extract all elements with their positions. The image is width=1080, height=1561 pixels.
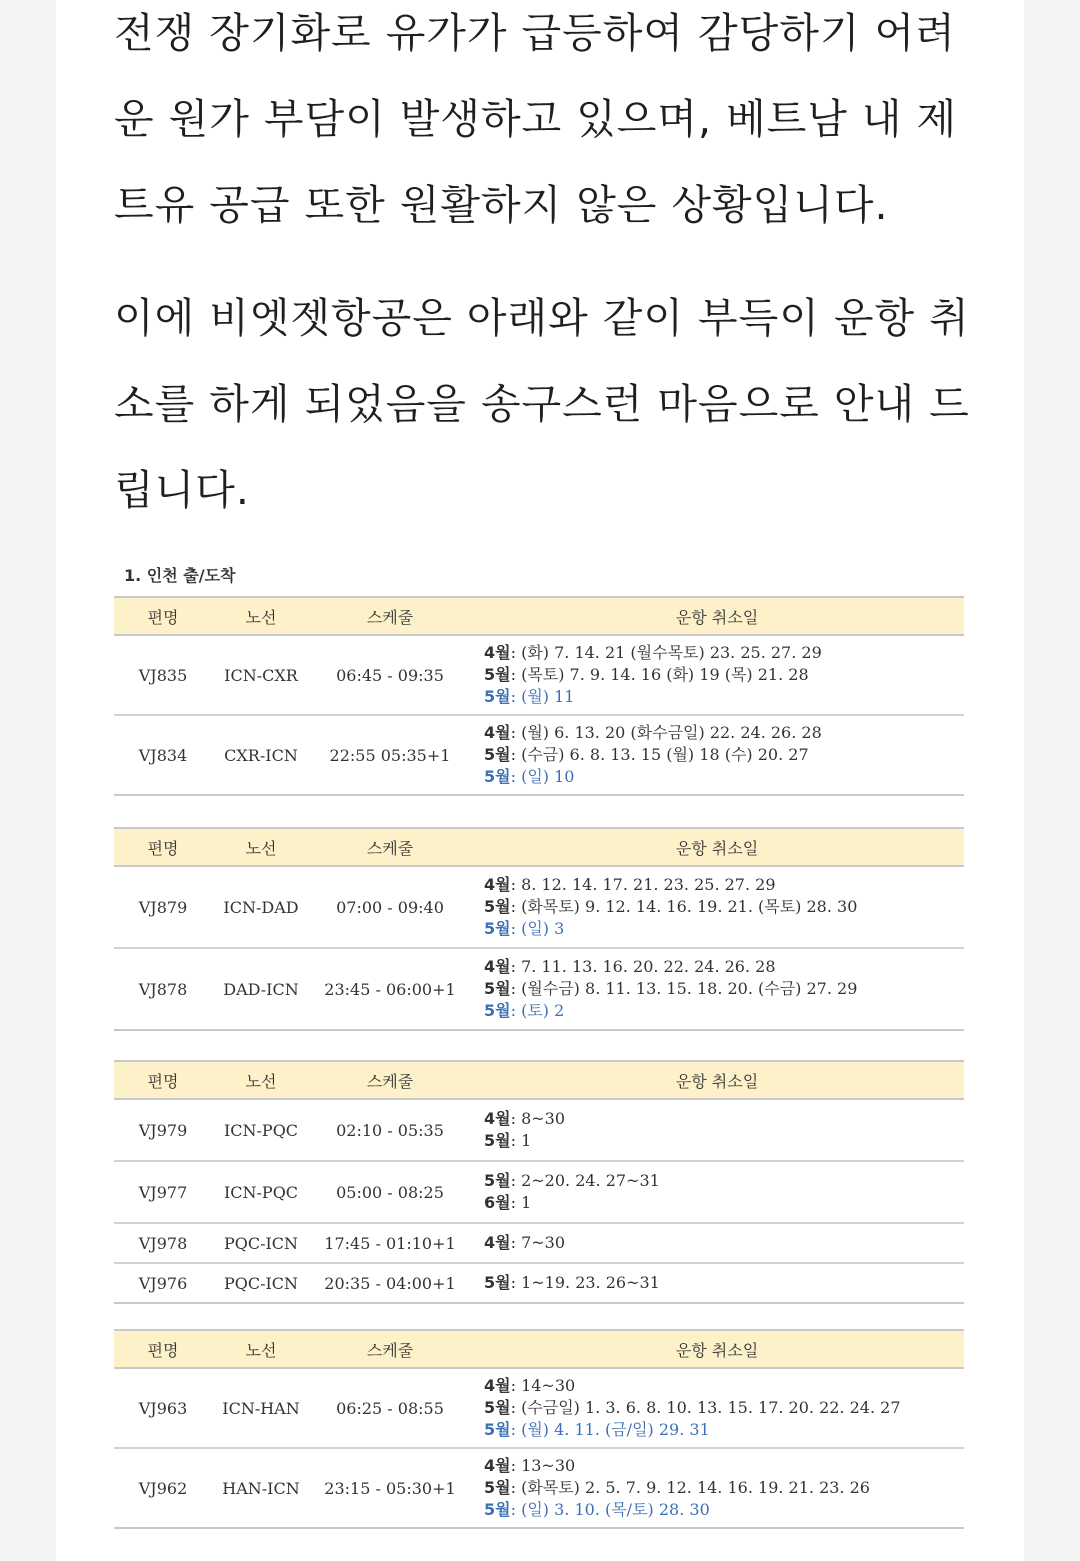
- cancel-dates: [470, 642, 964, 708]
- table-row: [114, 1369, 964, 1449]
- month-label: 5월: [484, 1398, 511, 1417]
- schedule-time: 06:45 - 09:35: [336, 665, 444, 685]
- header-route: 노선: [245, 838, 277, 858]
- cancel-dates: [470, 1375, 964, 1441]
- table-header: [114, 1331, 964, 1369]
- date-list: : (토) 2: [510, 1001, 565, 1020]
- cancel-date-line: [484, 956, 964, 978]
- cancel-date-line: [484, 1000, 964, 1022]
- date-list: : 7. 11. 13. 16. 20. 22. 24. 26. 28: [510, 957, 776, 976]
- date-list: : (화) 7. 14. 21 (월수목토) 23. 25. 27. 29: [510, 643, 822, 662]
- cancel-date-line: [484, 1232, 964, 1254]
- schedule-time: 23:45 - 06:00+1: [324, 979, 456, 999]
- date-list: : (일) 3: [510, 919, 565, 938]
- route-code: ICN-CXR: [224, 665, 298, 685]
- month-label: 5월: [484, 1500, 511, 1519]
- flight-number: VJ978: [138, 1233, 188, 1253]
- date-list: : 1: [510, 1193, 532, 1212]
- month-label: 4월: [484, 1456, 511, 1475]
- cancel-date-line: [484, 766, 964, 788]
- cancel-date-line: [484, 1130, 964, 1152]
- table-row: [114, 1449, 964, 1527]
- date-list: : (수금) 6. 8. 13. 15 (월) 18 (수) 20. 27: [510, 745, 809, 764]
- header-cancel-dates: 운항 취소일: [675, 1340, 759, 1360]
- schedule-time: 06:25 - 08:55: [336, 1398, 444, 1418]
- month-label: 5월: [484, 1478, 511, 1497]
- header-schedule: 스케줄: [366, 1071, 414, 1091]
- month-label: 4월: [484, 1233, 511, 1252]
- notice-paragraph-2: 이에 비엣젯항공은 아래와 같이 부득이 운항 취소를 하게 되었음을 송구스런 마음으로 안내 드립니다.: [114, 294, 970, 514]
- flight-number: VJ834: [138, 745, 188, 765]
- header-flight: 편명: [147, 1340, 179, 1360]
- table-row: [114, 1224, 964, 1264]
- month-label: 5월: [484, 1171, 511, 1190]
- cancel-date-line: [484, 1397, 964, 1419]
- header-schedule: 스케줄: [366, 607, 414, 627]
- route-code: ICN-DAD: [223, 897, 299, 917]
- date-list: : (수금일) 1. 3. 6. 8. 10. 13. 15. 17. 20. 22. 24. 27: [510, 1398, 901, 1417]
- flight-number: VJ878: [138, 979, 188, 999]
- month-label: 5월: [484, 1001, 511, 1020]
- article-page: [56, 0, 1024, 1561]
- cancel-date-line: [484, 722, 964, 744]
- cancel-date-line: [484, 896, 964, 918]
- header-cancel-dates: 운항 취소일: [675, 1071, 759, 1091]
- date-list: : (목토) 7. 9. 14. 16 (화) 19 (목) 21. 28: [510, 665, 809, 684]
- route-code: ICN-PQC: [223, 1120, 299, 1140]
- cancel-date-line: [484, 1108, 964, 1130]
- header-route: 노선: [245, 1340, 277, 1360]
- table-row: [114, 1100, 964, 1162]
- month-label: 5월: [484, 919, 511, 938]
- flight-number: VJ835: [138, 665, 188, 685]
- schedule-table: [114, 827, 964, 1031]
- notice-paragraph-1: 전쟁 장기화로 유가가 급등하여 감당하기 어려운 원가 부담이 발생하고 있으며, 베트남 내 제트유 공급 또한 원활하지 않은 상황입니다.: [114, 9, 958, 229]
- month-label: 5월: [484, 767, 511, 786]
- cancel-date-line: [484, 1499, 964, 1521]
- date-list: : 8. 12. 14. 17. 21. 23. 25. 27. 29: [510, 875, 776, 894]
- route-code: ICN-HAN: [222, 1398, 300, 1418]
- schedule-time: 02:10 - 05:35: [336, 1120, 444, 1140]
- header-schedule: 스케줄: [366, 1340, 414, 1360]
- table-header: [114, 598, 964, 636]
- header-cancel-dates: 운항 취소일: [675, 838, 759, 858]
- cancel-date-line: [484, 1419, 964, 1441]
- month-label: 6월: [484, 1193, 511, 1212]
- date-list: : (월수금) 8. 11. 13. 15. 18. 20. (수금) 27. 29: [510, 979, 858, 998]
- cancel-date-line: [484, 874, 964, 896]
- date-list: : (화목토) 2. 5. 7. 9. 12. 14. 16. 19. 21. 23. 26: [510, 1478, 870, 1497]
- month-label: 5월: [484, 745, 511, 764]
- table-header: [114, 829, 964, 867]
- schedule-time: 17:45 - 01:10+1: [324, 1233, 456, 1253]
- month-label: 4월: [484, 1376, 511, 1395]
- cancel-date-line: [484, 918, 964, 940]
- route-code: PQC-ICN: [223, 1233, 299, 1253]
- month-label: 4월: [484, 723, 511, 742]
- schedule-table: [114, 1060, 964, 1304]
- schedule-time: 22:55 05:35+1: [329, 745, 451, 765]
- schedule-table: [114, 596, 964, 796]
- cancel-date-line: [484, 1272, 964, 1294]
- cancel-dates: [470, 1232, 964, 1254]
- route-code: HAN-ICN: [222, 1478, 300, 1498]
- month-label: 4월: [484, 1109, 511, 1128]
- table-row: [114, 1264, 964, 1302]
- route-code: DAD-ICN: [223, 979, 299, 999]
- month-label: 5월: [484, 979, 511, 998]
- cancel-date-line: [484, 642, 964, 664]
- month-label: 4월: [484, 643, 511, 662]
- flight-number: VJ963: [138, 1398, 188, 1418]
- flight-number: VJ979: [138, 1120, 188, 1140]
- date-list: : 1: [510, 1131, 532, 1150]
- cancel-dates: [470, 1455, 964, 1521]
- cancel-dates: [470, 1108, 964, 1152]
- cancel-date-line: [484, 744, 964, 766]
- flight-number: VJ879: [138, 897, 188, 917]
- header-cancel-dates: 운항 취소일: [675, 607, 759, 627]
- schedule-time: 20:35 - 04:00+1: [324, 1273, 456, 1293]
- month-label: 5월: [484, 665, 511, 684]
- cancel-dates: [470, 956, 964, 1022]
- schedule-time: 05:00 - 08:25: [336, 1182, 444, 1202]
- header-flight: 편명: [147, 838, 179, 858]
- flight-number: VJ977: [138, 1182, 188, 1202]
- cancel-dates: [470, 1170, 964, 1214]
- schedule-table: [114, 1329, 964, 1529]
- table-row: [114, 636, 964, 716]
- date-list: : 8~30: [510, 1109, 566, 1128]
- header-flight: 편명: [147, 607, 179, 627]
- cancel-date-line: [484, 1455, 964, 1477]
- route-code: PQC-ICN: [223, 1273, 299, 1293]
- month-label: 5월: [484, 1273, 511, 1292]
- date-list: : (일) 10: [510, 767, 575, 786]
- date-list: : (월) 11: [510, 687, 575, 706]
- date-list: : 13~30: [510, 1456, 576, 1475]
- month-label: 5월: [484, 1420, 511, 1439]
- cancel-date-line: [484, 1170, 964, 1192]
- schedule-time: 07:00 - 09:40: [336, 897, 444, 917]
- table-row: [114, 1162, 964, 1224]
- date-list: : (월) 6. 13. 20 (화수금일) 22. 24. 26. 28: [510, 723, 822, 742]
- month-label: 5월: [484, 687, 511, 706]
- section-title: 1. 인천 출/도착: [124, 566, 236, 585]
- date-list: : 1~19. 23. 26~31: [510, 1273, 660, 1292]
- header-route: 노선: [245, 607, 277, 627]
- flight-number: VJ976: [138, 1273, 188, 1293]
- month-label: 5월: [484, 1131, 511, 1150]
- date-list: : (화목토) 9. 12. 14. 16. 19. 21. (목토) 28. 30: [510, 897, 858, 916]
- cancel-date-line: [484, 978, 964, 1000]
- cancel-date-line: [484, 686, 964, 708]
- cancel-date-line: [484, 1477, 964, 1499]
- schedule-time: 23:15 - 05:30+1: [324, 1478, 456, 1498]
- table-row: [114, 949, 964, 1029]
- header-flight: 편명: [147, 1071, 179, 1091]
- month-label: 4월: [484, 957, 511, 976]
- cancel-date-line: [484, 1375, 964, 1397]
- date-list: : (월) 4. 11. (금/일) 29. 31: [510, 1420, 710, 1439]
- header-route: 노선: [245, 1071, 277, 1091]
- table-row: [114, 867, 964, 949]
- flight-number: VJ962: [138, 1478, 188, 1498]
- route-code: ICN-PQC: [223, 1182, 299, 1202]
- table-row: [114, 716, 964, 794]
- date-list: : 2~20. 24. 27~31: [510, 1171, 660, 1190]
- month-label: 4월: [484, 875, 511, 894]
- date-list: : 14~30: [510, 1376, 576, 1395]
- cancel-date-line: [484, 664, 964, 686]
- header-schedule: 스케줄: [366, 838, 414, 858]
- table-header: [114, 1062, 964, 1100]
- cancel-dates: [470, 874, 964, 940]
- date-list: : 7~30: [510, 1233, 566, 1252]
- month-label: 5월: [484, 897, 511, 916]
- route-code: CXR-ICN: [224, 745, 298, 765]
- cancel-date-line: [484, 1192, 964, 1214]
- cancel-dates: [470, 1272, 964, 1294]
- cancel-dates: [470, 722, 964, 788]
- date-list: : (일) 3. 10. (목/토) 28. 30: [510, 1500, 710, 1519]
